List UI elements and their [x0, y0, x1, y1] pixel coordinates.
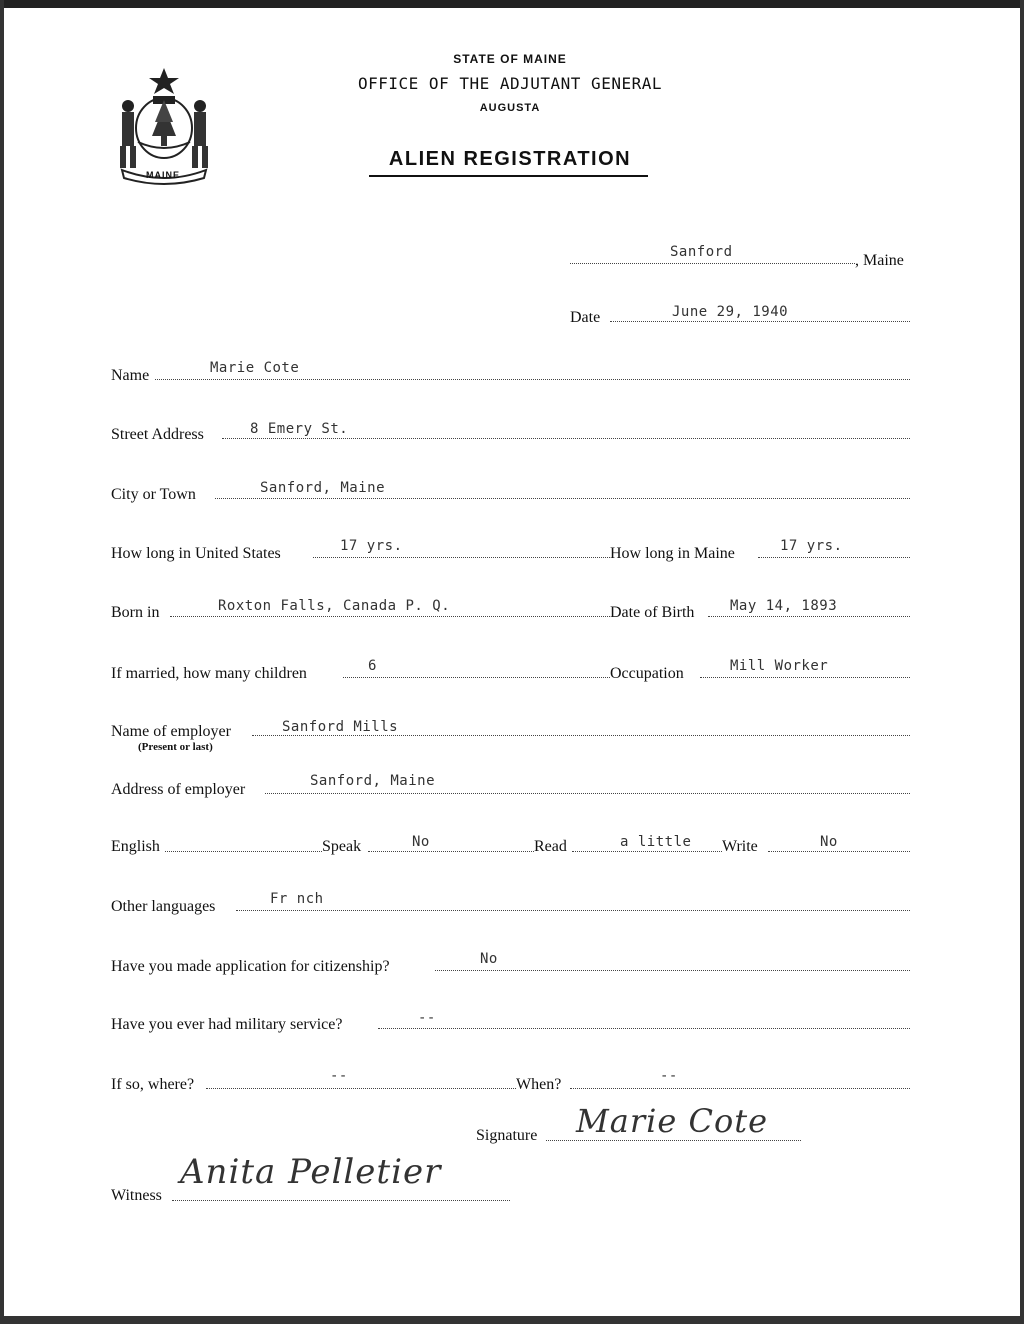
maine-duration-label: How long in Maine [610, 545, 735, 562]
born-in-line [170, 616, 610, 617]
date-line [610, 321, 910, 322]
birth-date-value: May 14, 1893 [730, 598, 838, 614]
seal-motto: MAINE [146, 170, 180, 180]
english-line [165, 851, 322, 852]
where-value: -- [330, 1068, 348, 1084]
place-value: Sanford [670, 244, 733, 260]
other-languages-line [236, 910, 910, 911]
children-value: 6 [368, 658, 377, 674]
write-label: Write [722, 838, 758, 855]
employer-address-label: Address of employer [111, 781, 246, 798]
header-city: AUGUSTA [479, 102, 541, 114]
birth-date-line [708, 616, 910, 617]
name-label: Name [111, 367, 150, 384]
occupation-line [700, 677, 910, 678]
name-line [155, 379, 910, 380]
date-value: June 29, 1940 [672, 304, 789, 320]
when-line [570, 1088, 910, 1089]
speak-value: No [412, 834, 430, 850]
write-line [768, 851, 910, 852]
occupation-label: Occupation [610, 665, 684, 682]
place-line [570, 263, 855, 264]
witness-line [172, 1200, 510, 1201]
date-label: Date [570, 309, 601, 326]
military-value: -- [418, 1010, 436, 1026]
when-label: When? [516, 1076, 562, 1093]
scan-border-right [1020, 0, 1024, 1324]
citizenship-line [435, 970, 910, 971]
us-duration-label: How long in United States [111, 545, 281, 562]
city-value: Sanford, Maine [260, 480, 386, 496]
speak-line [368, 851, 534, 852]
children-label: If married, how many children [111, 665, 307, 682]
signature-handwriting: Marie Cote [576, 1102, 769, 1140]
read-value: a little [620, 834, 692, 850]
form-title: ALIEN REGISTRATION [388, 148, 632, 170]
employer-address-value: Sanford, Maine [310, 773, 436, 789]
street-line [222, 438, 910, 439]
english-label: English [111, 838, 160, 855]
birth-date-label: Date of Birth [610, 604, 695, 621]
citizenship-value: No [480, 951, 498, 967]
header-office: OFFICE OF THE ADJUTANT GENERAL [358, 74, 662, 93]
witness-label: Witness [111, 1187, 162, 1204]
citizenship-label: Have you made application for citizenship? [111, 958, 390, 975]
place-suffix: , Maine [855, 252, 904, 269]
occupation-value: Mill Worker [730, 658, 829, 674]
scan-border-left [0, 0, 4, 1324]
street-value: 8 Emery St. [250, 421, 349, 437]
title-underline [369, 175, 648, 177]
maine-duration-line [758, 557, 910, 558]
born-in-label: Born in [111, 604, 160, 621]
read-label: Read [534, 838, 567, 855]
military-label: Have you ever had military service? [111, 1016, 343, 1033]
witness-handwriting: Anita Pelletier [180, 1152, 442, 1192]
employer-line [252, 735, 910, 736]
employer-address-line [265, 793, 910, 794]
speak-label: Speak [322, 838, 362, 855]
other-languages-label: Other languages [111, 898, 216, 915]
signature-line [546, 1140, 801, 1141]
employer-value: Sanford Mills [282, 719, 399, 735]
write-value: No [820, 834, 838, 850]
read-line [572, 851, 722, 852]
street-label: Street Address [111, 426, 204, 443]
where-line [206, 1088, 516, 1089]
scan-border-top [0, 0, 1024, 8]
us-duration-value: 17 yrs. [340, 538, 403, 554]
when-value: -- [660, 1068, 678, 1084]
name-value: Marie Cote [210, 360, 300, 376]
state-of-maine-seal-icon [108, 66, 220, 186]
city-line [215, 498, 910, 499]
where-label: If so, where? [111, 1076, 195, 1093]
signature-label: Signature [476, 1127, 538, 1144]
us-duration-line [313, 557, 610, 558]
other-languages-value: Fr nch [270, 891, 324, 907]
city-label: City or Town [111, 486, 196, 503]
scan-border-bottom [0, 1316, 1024, 1324]
employer-sublabel: (Present or last) [138, 741, 213, 753]
children-line [343, 677, 610, 678]
born-in-value: Roxton Falls, Canada P. Q. [218, 598, 451, 614]
military-line [378, 1028, 910, 1029]
header-state: STATE OF MAINE [453, 52, 567, 66]
maine-duration-value: 17 yrs. [780, 538, 843, 554]
employer-label: Name of employer [111, 723, 231, 740]
